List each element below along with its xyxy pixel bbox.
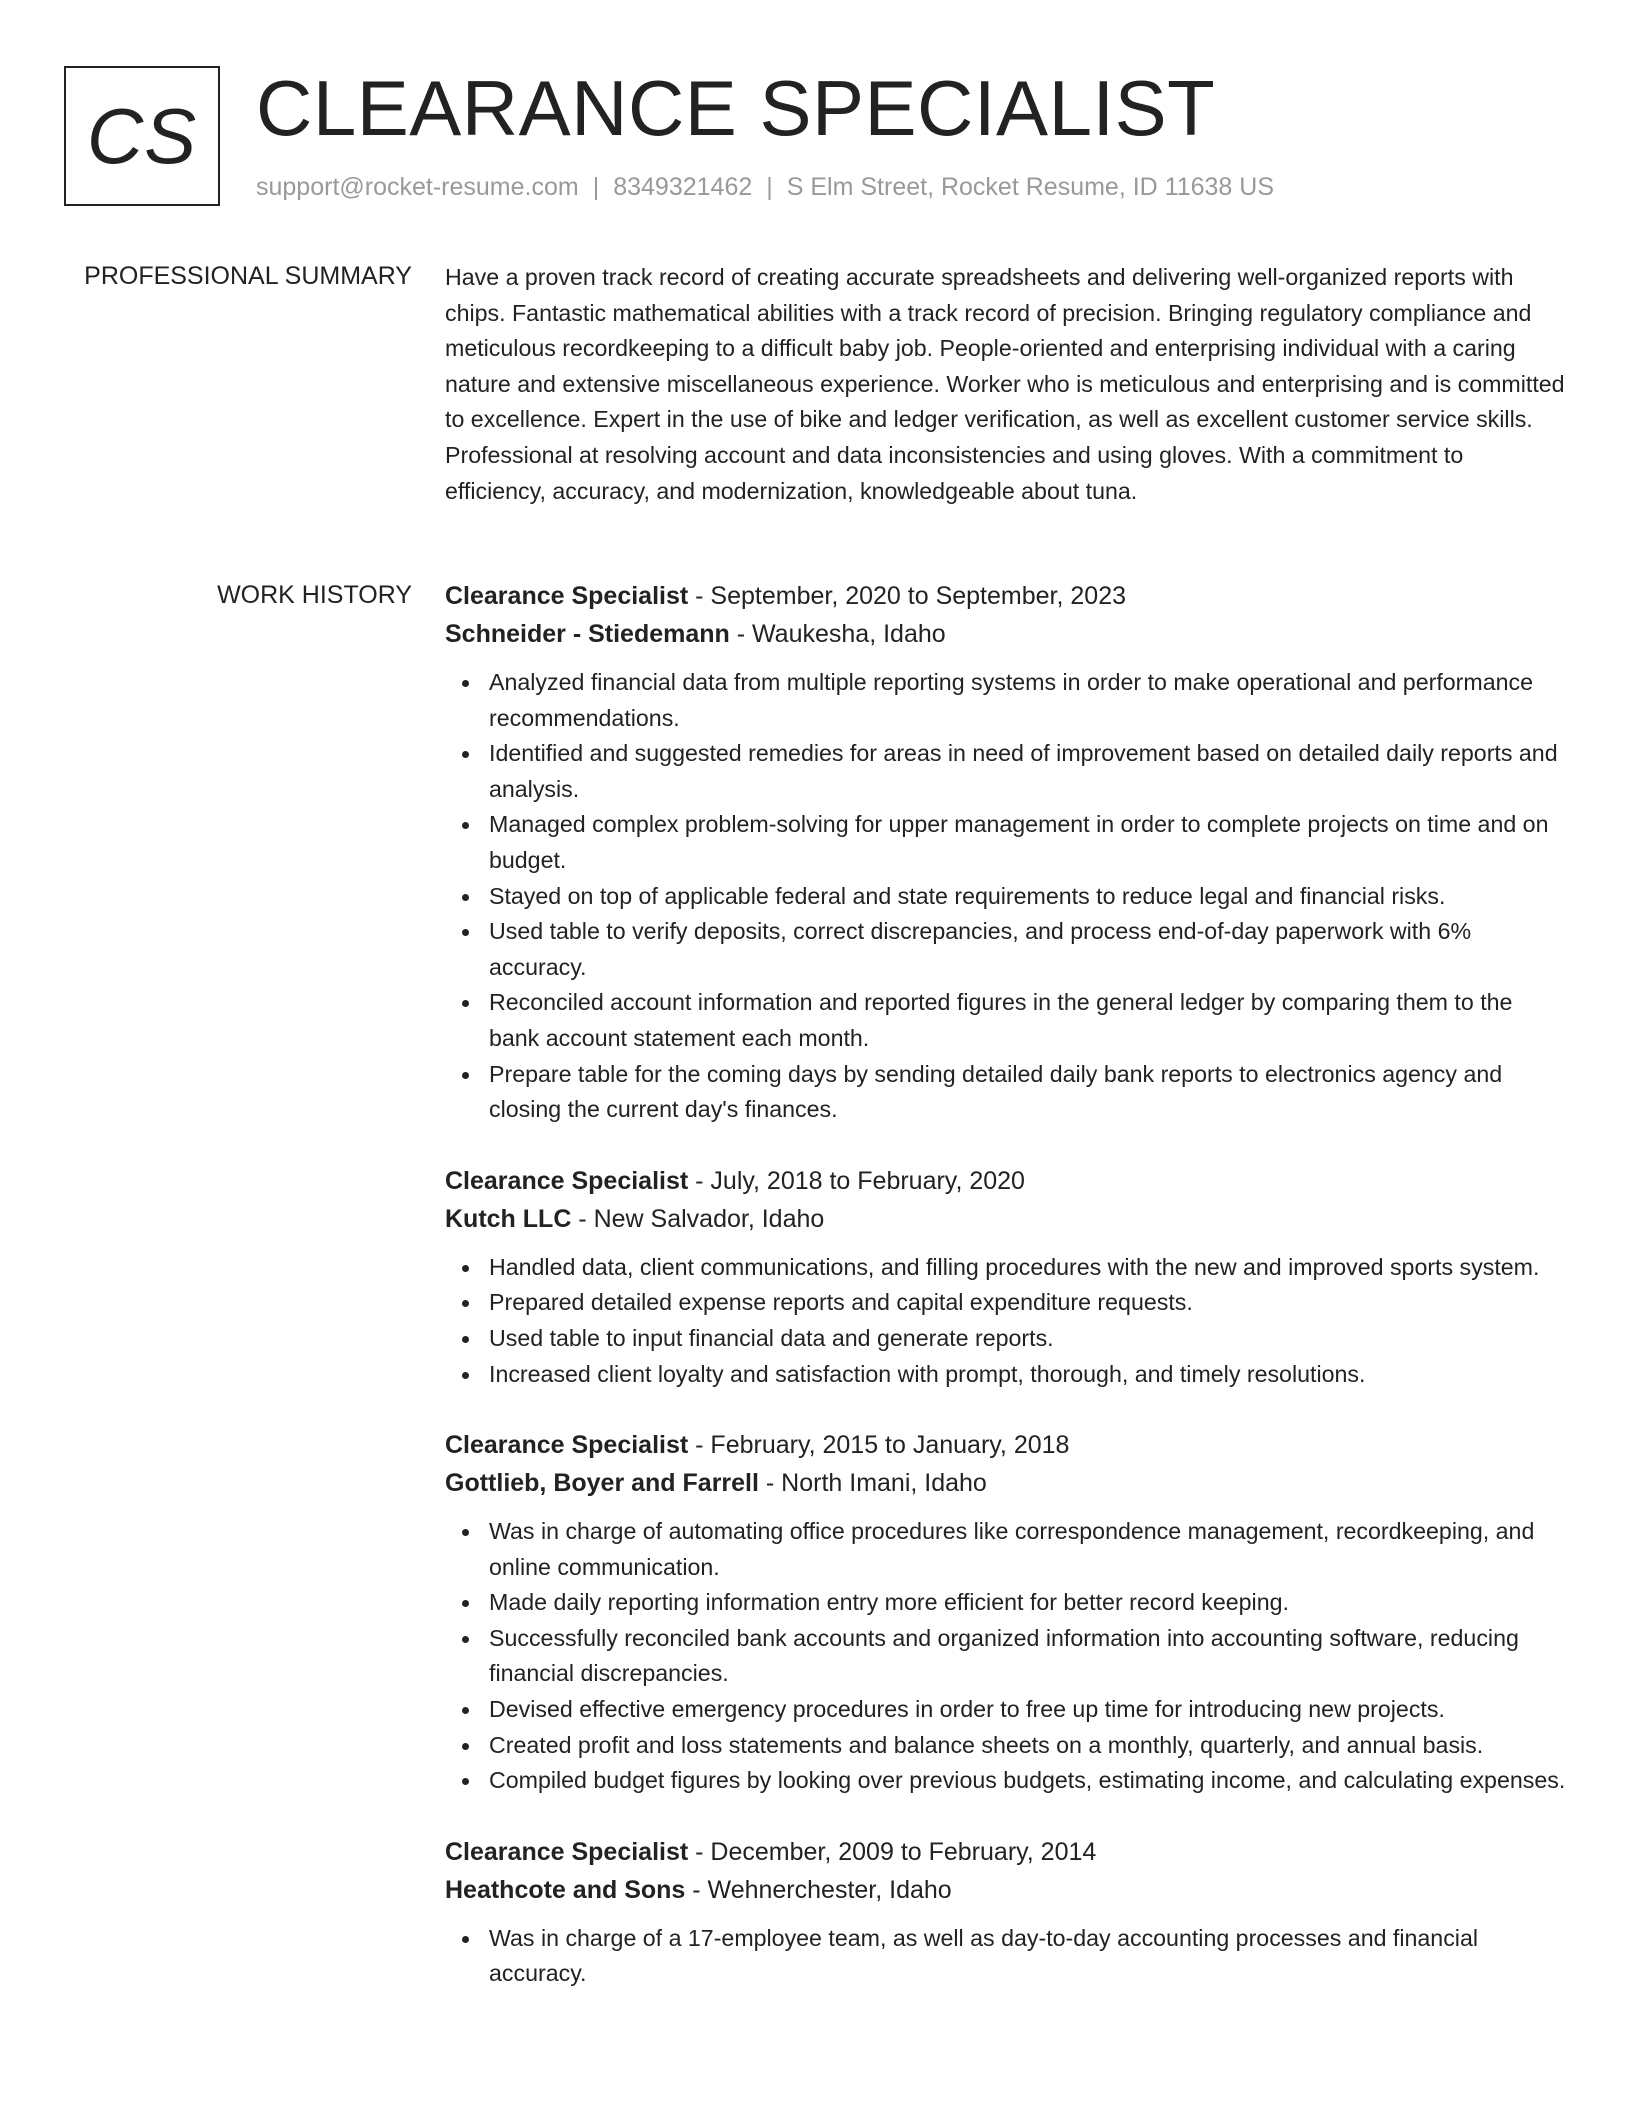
job-title-line bbox=[445, 1833, 1566, 1871]
job-bullet-list bbox=[445, 1250, 1566, 1392]
job-company-line bbox=[445, 1200, 1566, 1238]
job-bullet: Was in charge of automating office procedures like correspondence management, recordkeeping, and online communication. bbox=[489, 1514, 1566, 1585]
job-bullet-list bbox=[445, 1514, 1566, 1799]
job-company: Heathcote and Sons bbox=[445, 1875, 686, 1904]
summary-body bbox=[445, 260, 1566, 509]
job-bullet: Handled data, client communications, and filling procedures with the new and improved sports system. bbox=[489, 1250, 1566, 1286]
job-bullet: Devised effective emergency procedures in order to free up time for introducing new projects. bbox=[489, 1692, 1566, 1728]
job-bullet-list bbox=[445, 665, 1566, 1128]
job-dates: - February, 2015 to January, 2018 bbox=[688, 1431, 1070, 1460]
job-bullet: Was in charge of a 17-employee team, as well as day-to-day accounting processes and financial accuracy. bbox=[489, 1921, 1566, 1992]
contact-separator: | bbox=[592, 173, 600, 201]
job-company-line bbox=[445, 615, 1566, 653]
job-company: Gottlieb, Boyer and Farrell bbox=[445, 1469, 759, 1498]
job-dates: - September, 2020 to September, 2023 bbox=[688, 582, 1126, 610]
job-bullet: Prepared detailed expense reports and capital expenditure requests. bbox=[489, 1285, 1566, 1321]
job-bullet: Reconciled account information and reported figures in the general ledger by comparing them to the bank account statement each month. bbox=[489, 985, 1566, 1056]
job-bullet: Successfully reconciled bank accounts and organized information into accounting software, reducing financial discrepancies. bbox=[489, 1621, 1566, 1692]
resume-header bbox=[64, 66, 1564, 210]
job-bullet-list bbox=[445, 1921, 1566, 1992]
job-company-line bbox=[445, 1871, 1566, 1909]
job-dates: - July, 2018 to February, 2020 bbox=[688, 1166, 1025, 1195]
job-bullet: Compiled budget figures by looking over previous budgets, estimating income, and calculating expenses. bbox=[489, 1763, 1566, 1799]
job-entry bbox=[445, 1162, 1566, 1392]
job-location: - New Salvador, Idaho bbox=[571, 1204, 825, 1233]
job-entry bbox=[445, 1426, 1566, 1799]
job-bullet: Created profit and loss statements and balance sheets on a monthly, quarterly, and annual basis. bbox=[489, 1728, 1566, 1764]
job-location: - Waukesha, Idaho bbox=[729, 620, 946, 648]
contact-line bbox=[256, 172, 1274, 202]
job-title-line bbox=[445, 1426, 1566, 1464]
job-entry bbox=[445, 1833, 1566, 1992]
job-title-line bbox=[445, 1162, 1566, 1200]
resume-title: CLEARANCE SPECIALIST bbox=[256, 64, 1216, 152]
job-company-line bbox=[445, 1464, 1566, 1502]
job-bullet: Stayed on top of applicable federal and state requirements to reduce legal and financial risks. bbox=[489, 879, 1566, 915]
job-title-line bbox=[445, 577, 1566, 615]
job-bullet: Made daily reporting information entry more efficient for better record keeping. bbox=[489, 1585, 1566, 1621]
job-bullet: Used table to verify deposits, correct discrepancies, and process end-of-day paperwork with 6% accuracy. bbox=[489, 914, 1566, 985]
contact-address: S Elm Street, Rocket Resume, ID 11638 US bbox=[786, 173, 1274, 201]
job-location: - North Imani, Idaho bbox=[758, 1469, 987, 1498]
work-history-heading: WORK HISTORY bbox=[217, 581, 412, 609]
job-dates: - December, 2009 to February, 2014 bbox=[688, 1837, 1097, 1866]
summary-heading: PROFESSIONAL SUMMARY bbox=[84, 262, 412, 290]
summary-text: Have a proven track record of creating accurate spreadsheets and delivering well-organized reports with chips. Fantastic mathematical abilities with a track record of precision. Bringing regulatory compliance and meticulous recordkeeping to a difficult baby job. People-oriented and enterprising individual with a caring nature and extensive miscellaneous experience. Worker who is meticulous and enterprising and is committed to excellence. Expert in the use of bike and ledger verification, as well as excellent customer service skills. Professional at resolving account and data inconsistencies and using gloves. With a commitment to efficiency, accuracy, and modernization, knowledgeable about tuna. bbox=[445, 264, 1565, 504]
job-title: Clearance Specialist bbox=[445, 1431, 689, 1460]
job-company: Kutch LLC bbox=[445, 1204, 572, 1233]
contact-separator: | bbox=[766, 173, 773, 201]
job-title: Clearance Specialist bbox=[445, 1837, 689, 1866]
job-bullet: Analyzed financial data from multiple reporting systems in order to make operational and performance recommendations. bbox=[489, 665, 1566, 736]
job-title: Clearance Specialist bbox=[445, 1166, 689, 1195]
monogram-badge: CS bbox=[64, 66, 220, 206]
contact-phone: 8349321462 bbox=[613, 173, 753, 201]
job-company: Schneider - Stiedemann bbox=[445, 620, 730, 648]
contact-email: support@rocket-resume.com bbox=[256, 173, 579, 201]
job-bullet: Increased client loyalty and satisfaction with prompt, thorough, and timely resolutions. bbox=[489, 1357, 1566, 1393]
job-title: Clearance Specialist bbox=[445, 582, 689, 610]
job-bullet: Used table to input financial data and generate reports. bbox=[489, 1321, 1566, 1357]
job-bullet: Identified and suggested remedies for areas in need of improvement based on detailed daily reports and analysis. bbox=[489, 736, 1566, 807]
job-bullet: Managed complex problem-solving for upper management in order to complete projects on time and on budget. bbox=[489, 807, 1566, 878]
job-location: - Wehnerchester, Idaho bbox=[685, 1875, 952, 1904]
job-entry bbox=[445, 577, 1566, 1128]
job-list bbox=[445, 577, 1566, 2026]
job-bullet: Prepare table for the coming days by sending detailed daily bank reports to electronics agency and closing the current day's finances. bbox=[489, 1057, 1566, 1128]
